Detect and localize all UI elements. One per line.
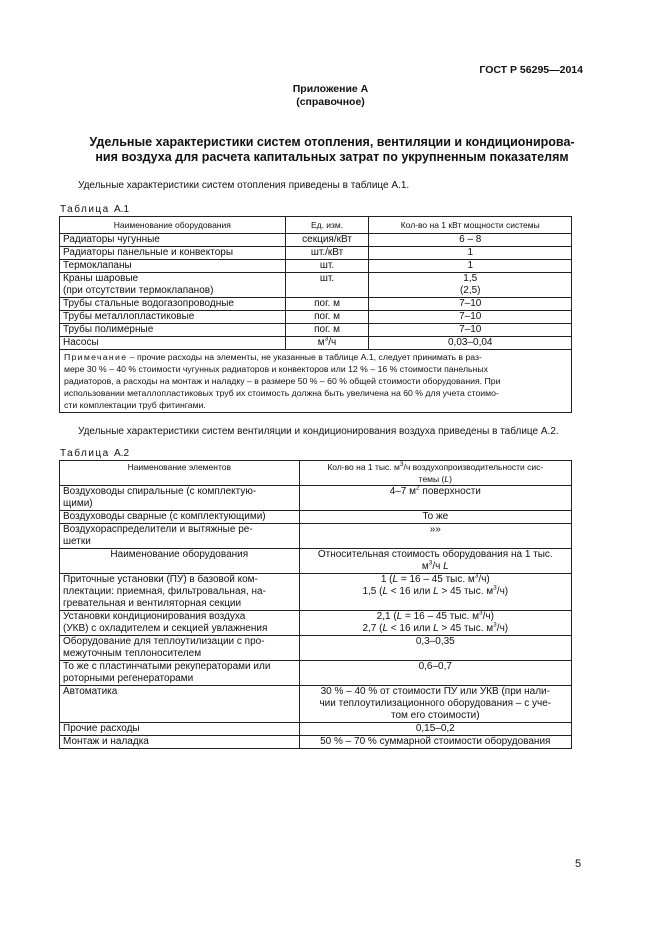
standard-designation: ГОСТ Р 56295—2014 xyxy=(479,64,583,76)
table-cell: Радиаторы панельные и конвекторы xyxy=(60,247,286,260)
table-note xyxy=(60,350,572,413)
header-text: темы ( xyxy=(418,474,445,484)
table-subheader-row xyxy=(60,549,572,574)
table-cell: 7–10 xyxy=(369,311,572,324)
cell-text: /ч xyxy=(432,561,444,572)
table-subheader-cell: Наименование оборудования xyxy=(60,549,300,574)
table-cell: Радиаторы чугунные xyxy=(60,234,286,247)
cell-text: = 16 – 45 тыс. м xyxy=(402,611,479,622)
cell-text: 4–7 м xyxy=(389,486,417,497)
cell-superscript: 2 xyxy=(416,484,420,492)
cell-line: шетки xyxy=(63,536,91,547)
table-cell xyxy=(285,337,369,350)
unit-text: /ч xyxy=(328,337,337,348)
cell-line: Краны шаровые xyxy=(63,273,139,284)
section-title-line: Удельные характеристики систем отопления, вентиляции и кондиционирова- xyxy=(89,135,575,149)
table-header-cell: Наименование элементов xyxy=(60,461,300,486)
table-cell xyxy=(60,486,300,511)
table-header-row xyxy=(60,217,572,234)
cell-superscript: 3 xyxy=(493,584,497,592)
cell-line xyxy=(303,586,568,598)
cell-superscript: 3 xyxy=(493,621,497,629)
cell-text: 2,7 ( xyxy=(362,623,383,634)
section-title xyxy=(52,135,612,165)
cell-line: То же с пластинчатыми рекуператорами или xyxy=(63,661,271,672)
cell-text: /ч) xyxy=(496,586,509,597)
intro-paragraph-1: Удельные характеристики систем отопления приведены в таблице А.1. xyxy=(78,180,410,191)
note-line: использовании металлопластиковых труб их стоимость должна быть увеличена на 60 % для учета стоимо- xyxy=(64,388,499,398)
cell-italic: L xyxy=(433,586,439,597)
page-number: 5 xyxy=(575,858,582,870)
table-cell: 0,03–0,04 xyxy=(369,337,572,350)
intro-paragraph-2: Удельные характеристики систем вентиляции и кондиционирования воздуха приведены в таблице А.2. xyxy=(78,426,559,437)
table-header-cell: Кол-во на 1 кВт мощности системы xyxy=(369,217,572,234)
cell-text: /ч) xyxy=(482,611,494,622)
cell-italic: L xyxy=(392,574,399,585)
header-text: /ч воздухопроизводительности сис- xyxy=(403,462,544,472)
table-cell xyxy=(60,273,286,298)
cell-line: Оборудование для теплоутилизации с про- xyxy=(63,636,265,647)
table-cell: 6 – 8 xyxy=(369,234,572,247)
cell-line: роторными регенераторами xyxy=(63,673,194,684)
cell-line: Воздуховоды спиральные (с комплектую- xyxy=(63,486,257,497)
table-cell xyxy=(299,686,571,723)
cell-line: Воздухораспределители и вытяжные ре- xyxy=(63,524,253,535)
table-row xyxy=(60,298,572,311)
cell-line: Установки кондиционирования воздуха xyxy=(63,611,246,622)
table-cell: Автоматика xyxy=(60,686,300,723)
cell-text: 1,5 ( xyxy=(362,586,383,597)
table-row xyxy=(60,611,572,636)
table-a1 xyxy=(59,216,572,413)
table-cell: 1 xyxy=(369,260,572,273)
cell-line: (УКВ) с охладителем и секцией увлажнения xyxy=(63,623,268,634)
unit-superscript: 3 xyxy=(324,335,329,343)
table-cell xyxy=(299,486,571,511)
unit-text: м xyxy=(317,337,325,348)
table-cell: секция/кВт xyxy=(285,234,369,247)
table2-label xyxy=(60,448,129,459)
table1-label-word: Таблица xyxy=(60,204,110,215)
table-cell: Насосы xyxy=(60,337,286,350)
note-line: радиаторов, а расходы на монтаж и наладку – в размере 50 % – 60 % общей стоимости оборудования. При xyxy=(64,376,501,386)
table-row xyxy=(60,723,572,736)
table1-label xyxy=(60,204,129,215)
table-cell: Воздуховоды сварные (с комплектующими) xyxy=(60,511,300,524)
table-cell xyxy=(60,661,300,686)
cell-line xyxy=(303,611,568,623)
cell-line: (при отсутствии термоклапанов) xyxy=(63,285,214,296)
note-line xyxy=(64,351,568,363)
cell-line: Относительная стоимость оборудования на 1 тыс. xyxy=(317,549,553,560)
note-line: мере 30 % – 40 % стоимости чугунных радиаторов и конвекторов или 12 % – 16 % стоимости панельных xyxy=(64,364,488,374)
annex-heading xyxy=(0,83,661,109)
cell-text: 1 ( xyxy=(380,574,393,585)
table-row xyxy=(60,260,572,273)
table-cell: 7–10 xyxy=(369,324,572,337)
table-cell: 7–10 xyxy=(369,298,572,311)
cell-text: /ч) xyxy=(478,574,490,585)
cell-text: м xyxy=(421,561,429,572)
table-header-cell: Ед. изм. xyxy=(285,217,369,234)
table-cell: шт. xyxy=(285,260,369,273)
table-cell: 0,15–0,2 xyxy=(299,723,571,736)
table-cell: То же xyxy=(299,511,571,524)
table-cell: Трубы металлопластиковые xyxy=(60,311,286,324)
note-line: сти комплектации труб фитингами. xyxy=(64,400,206,410)
cell-line: межуточным теплоносителем xyxy=(63,648,202,659)
cell-text: = 16 – 45 тыс. м xyxy=(398,574,475,585)
cell-italic: L xyxy=(433,623,439,634)
cell-text: 2,1 ( xyxy=(376,611,397,622)
section-title-line: ния воздуха для расчета капитальных затрат по укрупненным показателям xyxy=(95,150,569,164)
table-row xyxy=(60,524,572,549)
table-cell xyxy=(60,611,300,636)
table-row xyxy=(60,574,572,611)
table-cell xyxy=(60,636,300,661)
table-row xyxy=(60,686,572,723)
table-note-row xyxy=(60,350,572,413)
cell-text: /ч) xyxy=(496,623,509,634)
note-text: – прочие расходы на элементы, не указанные в таблице А.1, следует принимать в раз- xyxy=(127,352,482,362)
annex-title: Приложение А xyxy=(292,83,369,95)
cell-italic: L xyxy=(443,561,449,572)
table1-label-number: А.1 xyxy=(114,204,130,215)
cell-line: плектации: приемная, фильтровальная, на- xyxy=(63,586,266,597)
table-cell: Термоклапаны xyxy=(60,260,286,273)
cell-line: 30 % – 40 % от стоимости ПУ или УКВ (при нали- xyxy=(320,686,550,697)
cell-text: < 16 или xyxy=(388,623,434,634)
cell-superscript: 3 xyxy=(478,609,483,617)
cell-italic: L xyxy=(382,623,389,634)
table-cell: шт./кВт xyxy=(285,247,369,260)
table-row xyxy=(60,337,572,350)
cell-text: поверхности xyxy=(419,486,481,497)
header-text: Кол-во на 1 тыс. м xyxy=(327,462,400,472)
cell-italic: L xyxy=(382,586,389,597)
table-cell xyxy=(60,574,300,611)
table-cell xyxy=(299,611,571,636)
table-row xyxy=(60,247,572,260)
table-row xyxy=(60,636,572,661)
table2-label-number: А.2 xyxy=(114,448,130,459)
cell-line: том его стоимости) xyxy=(391,710,480,721)
table-cell: 1 xyxy=(369,247,572,260)
table-cell: Прочие расходы xyxy=(60,723,300,736)
table-row xyxy=(60,736,572,749)
table-header-row xyxy=(60,461,572,486)
annex-kind: (справочное) xyxy=(296,96,365,108)
table2-label-word: Таблица xyxy=(60,448,110,459)
table-row xyxy=(60,273,572,298)
table-cell: »» xyxy=(299,524,571,549)
table-cell: пог. м xyxy=(285,298,369,311)
table-cell xyxy=(60,524,300,549)
header-italic: L xyxy=(444,474,450,484)
header-text: ) xyxy=(449,474,452,484)
table-row xyxy=(60,511,572,524)
table-cell: Трубы полимерные xyxy=(60,324,286,337)
cell-superscript: 3 xyxy=(428,559,433,567)
table-cell: шт. xyxy=(285,273,369,298)
table-row xyxy=(60,486,572,511)
table-row xyxy=(60,324,572,337)
table-cell xyxy=(299,574,571,611)
cell-line: Приточные установки (ПУ) в базовой ком- xyxy=(63,574,258,585)
cell-line: 1,5 xyxy=(463,273,478,284)
table-a2 xyxy=(59,460,572,749)
table-header-cell: Наименование оборудования xyxy=(60,217,286,234)
cell-text: < 16 или xyxy=(388,586,434,597)
cell-text: > 45 тыс. м xyxy=(438,623,494,634)
table-cell: пог. м xyxy=(285,324,369,337)
table-row xyxy=(60,234,572,247)
table-cell: Трубы стальные водогазопроводные xyxy=(60,298,286,311)
cell-line: чии теплоутилизационного оборудования – с уче- xyxy=(319,698,552,709)
cell-superscript: 3 xyxy=(474,572,479,580)
table-row xyxy=(60,311,572,324)
cell-line xyxy=(303,561,568,573)
table-cell xyxy=(369,273,572,298)
table-cell: пог. м xyxy=(285,311,369,324)
note-word: Примечание xyxy=(64,352,128,362)
table-cell: 0,3–0,35 xyxy=(299,636,571,661)
table-cell: 50 % – 70 % суммарной стоимости оборудования xyxy=(299,736,571,749)
cell-line: гревательная и вентиляторная секции xyxy=(63,598,242,609)
cell-line xyxy=(303,574,568,586)
table-cell: Монтаж и наладка xyxy=(60,736,300,749)
cell-text: > 45 тыс. м xyxy=(438,586,494,597)
table-row xyxy=(60,661,572,686)
table-cell: 0,6–0,7 xyxy=(299,661,571,686)
table-header-cell xyxy=(299,461,571,486)
cell-line: (2,5) xyxy=(459,285,481,296)
cell-line xyxy=(303,623,568,635)
header-superscript: 3 xyxy=(399,461,404,469)
cell-italic: L xyxy=(396,611,403,622)
table-subheader-cell xyxy=(299,549,571,574)
cell-line: щими) xyxy=(63,498,93,509)
